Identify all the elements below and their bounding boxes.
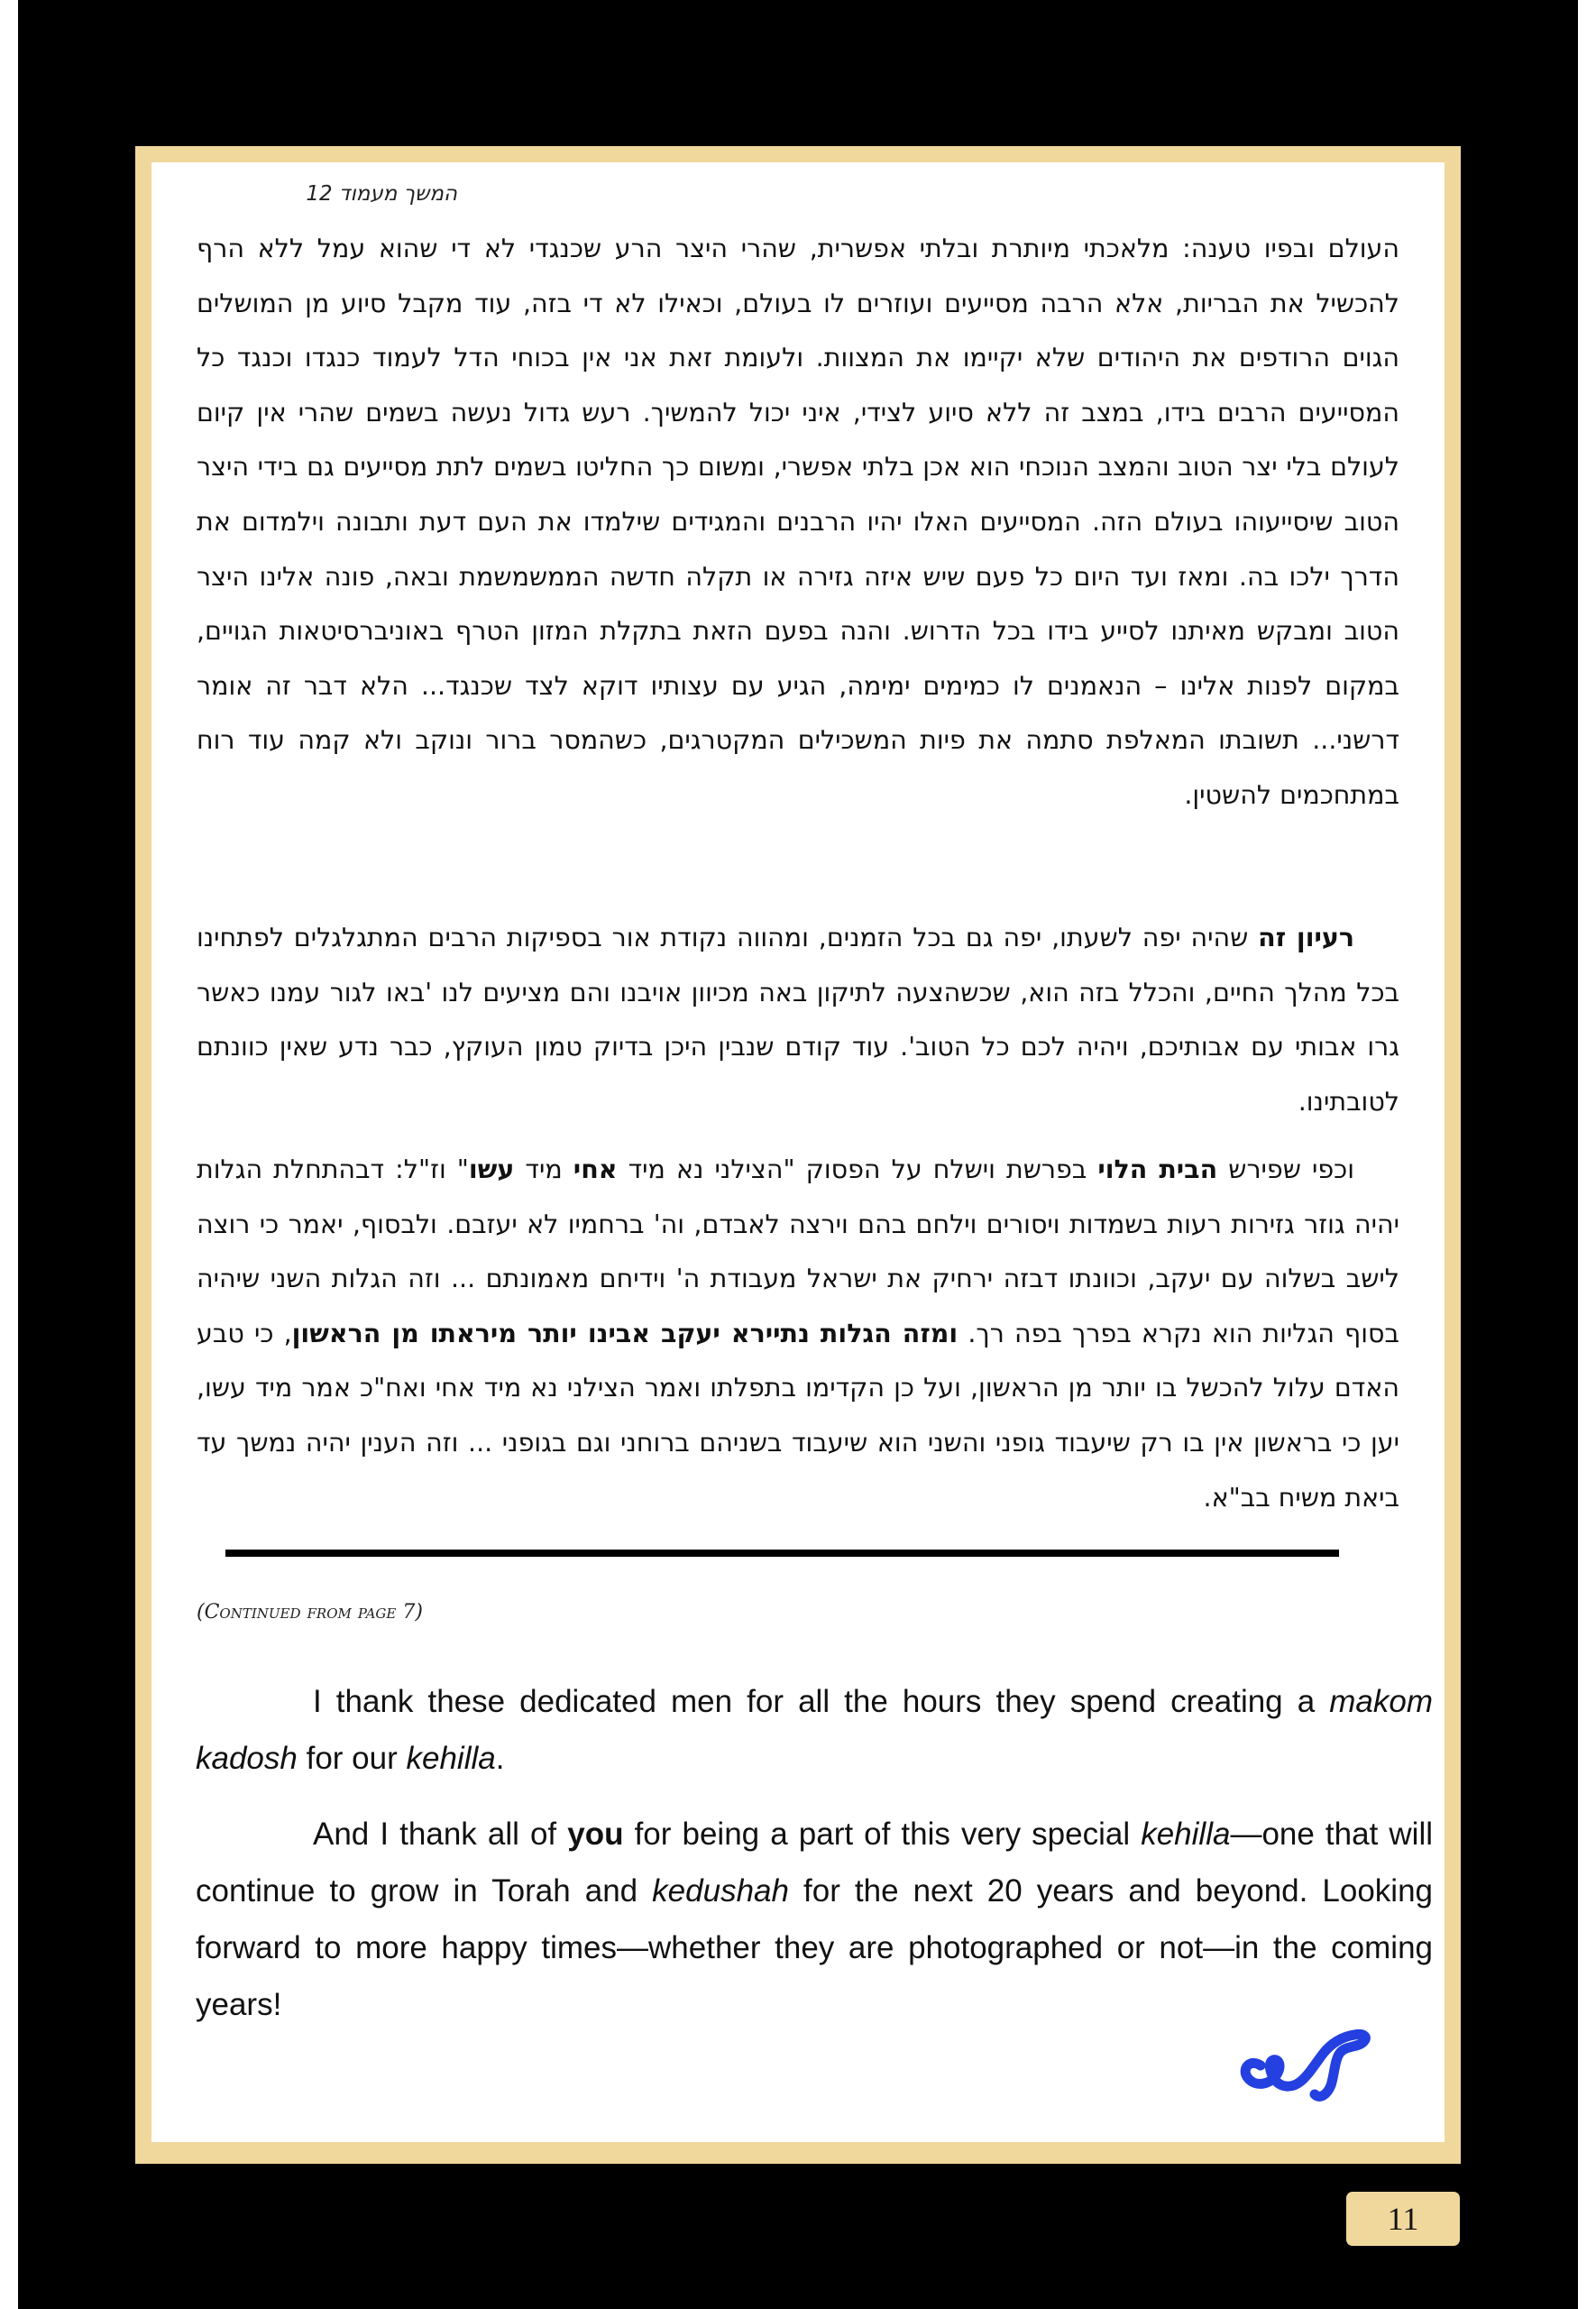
emphasis-text: אחי (573, 1154, 618, 1184)
paragraph-text: for the next 20 years and beyond. Looking forward to more happy times—whether they are photographed or not—in the coming years! (196, 1873, 1433, 2022)
paragraph-text: " וז"ל: דבהתחלת הגלות יהיה גוזר גזירות רעות בשמדות ויסורים וילחם בהם וירצה לאבדם, וה' ברחמיו לא יעזבם. ולבסוף, יאמר כי רוצה לישב בשלוה עם יעקב, וכוונתו דבזה ירחיק את ישראל מעבודת ה' וידיחם מאמונתם ... וזה הגלות השני שיהיה בסוף הגליות הוא נקרא בפרך בפה רך. (197, 1154, 1399, 1348)
paragraph-text: I thank these dedicated men for all the hours they spend creating a (313, 1684, 1330, 1719)
continued-from-page-note-hebrew: המשך מעמוד 12 (306, 182, 457, 206)
english-paragraph-1 (196, 1673, 1433, 1787)
emphasis-text: kedushah (652, 1873, 789, 1909)
content-panel (151, 162, 1445, 2142)
paragraph-text: בפרשת וישלח על הפסוק "הצילני נא מיד (617, 1154, 1098, 1184)
paragraph-text: , כי טבע האדם עלול להכשל בו יותר מן הראשון, ועל כן הקדימו בתפלתו ואמר הצילני נא מיד אחי ואח"כ אמר מיד עשו, יען כי בראשון אין בו רק שיעבוד גופני והשני הוא שיעבוד בשניהם ברוחני וגם בגופני ... וזה הענין יהיה נמשך עד ביאת משיח בב"א. (197, 1318, 1399, 1513)
hebrew-paragraph-2 (197, 911, 1399, 1129)
hebrew-paragraph-1: העולם ובפיו טענה: מלאכתי מיותרת ובלתי אפשרית, שהרי היצר הרע שכנגדי לא די שהוא עמל ללא הרף להכשיל את הבריות, אלא הרבה מסייעים ועוזרים לו בעולם, וכאילו לא די בזה, עוד מקבל סיוע מן המושלים הגוים הרודפים את היהודים שלא יקיימו את המצוות. ולעומת זאת אני אין בכוחי הדל לעמוד כנגדו וכנגד כל המסייעים הרבים בידו, במצב זה ללא סיוע לצידי, איני יכול להמשיך. רעש גדול נעשה בשמים שהרי אין קיום לעולם בלי יצר הטוב והמצב הנוכחי הוא אכן בלתי אפשרי, ומשום כך החליטו בשמים לתת מסייעים גם בידי היצר הטוב שיסייעוהו בעולם הזה. המסייעים האלו יהיו הרבנים והמגידים שילמדו את העם דעת ותבונה וילמדום את הדרך ילכו בה. ומאז ועד היום כל פעם שיש איזה גזירה או תקלה חדשה הממשמשמת ובאה, פונה אלינו היצר הטוב ומבקש מאיתנו לסייע בידו בכל הדרוש. והנה בפעם הזאת בתקלת המזון הטרף באוניברסיטאות הגויים, במקום לפנות אלינו – הנאמנים לו כמימים ימימה, הגיע עם עצותיו דוקא לצד שכנגד... הלא דבר זה אומר דרשני... תשובתו המאלפת סתמה את פיות המשכילים המקטרגים, כשהמסר ברור ונוקב ולא קמה עוד רוח במתחכמים להשטין. (197, 234, 1399, 810)
paragraph-text: מיד (514, 1154, 573, 1184)
emphasis-text: עשו (468, 1154, 515, 1184)
emphasis-text: kehilla (406, 1741, 496, 1776)
emphasis-text: makom kadosh (196, 1684, 1433, 1776)
paragraph-text: . (495, 1741, 505, 1776)
english-paragraph-2 (196, 1806, 1433, 2033)
paragraph-text: And I thank all of (313, 1817, 568, 1852)
paragraph-text: —one that will continue to grow in Torah and (196, 1817, 1433, 1909)
signature-icon (1234, 2022, 1378, 2108)
emphasis-text: הבית הלוי (1097, 1154, 1218, 1184)
hebrew-paragraph-3 (197, 1143, 1399, 1525)
section-divider (225, 1550, 1339, 1557)
paragraph-text: וכפי שפירש (1217, 1154, 1354, 1184)
emphasis-text: kehilla (1141, 1817, 1231, 1852)
emphasis-text: ומזה הגלות נתיירא יעקב אבינו יותר מיראתו מן הראשון (291, 1318, 959, 1348)
paragraph-text: שהיה יפה לשעתו, יפה גם בכל הזמנים, ומהווה נקודת אור בספיקות הרבים המתגלגלים לפתחינו בכל מהלך החיים, והכלל בזה הוא, שכשהצעה לתיקון באה מכיוון אויבנו והם מציעים לנו 'באו לגור עמנו כאשר גרו אבותי עם אבותיכם, ויהיה לכם כל הטוב'. עוד קודם שנבין היכן בדיוק טמון העוקץ, כבר נדע שאין כוונתם לטובתינו. (197, 923, 1399, 1117)
emphasis-text: רעיון זה (1258, 923, 1355, 952)
paragraph-text: for being a part of this very special (623, 1817, 1142, 1852)
paragraph-text: for our (297, 1741, 407, 1776)
continued-from-page-note: (Continued from page 7) (197, 1601, 423, 1624)
emphasis-text: you (567, 1817, 624, 1852)
page-number: 11 (1346, 2192, 1460, 2246)
